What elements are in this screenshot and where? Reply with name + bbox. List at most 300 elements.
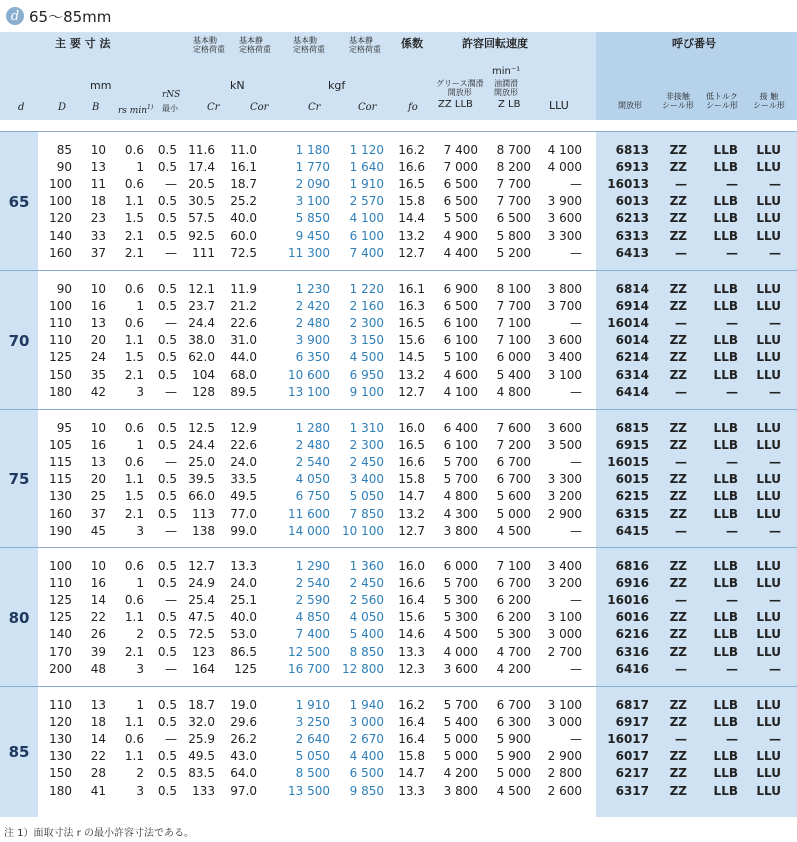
cell-B: 48 — [90, 661, 106, 676]
cell-cr-kgf: 2 590 — [295, 593, 330, 608]
cell-fo: 13.2 — [398, 367, 425, 382]
cell-cor-kgf: 8 850 — [349, 644, 384, 659]
cell-cor-kn: 60.0 — [230, 228, 257, 243]
table-row — [0, 697, 797, 714]
cell-speed-oil: 4 800 — [496, 384, 531, 399]
cell-llu-type: LLU — [756, 506, 781, 521]
unit-kgf: kgf — [328, 79, 346, 92]
cell-speed-oil: 5 800 — [496, 228, 531, 243]
cell-cor-kn: 44.0 — [230, 350, 257, 365]
cell-llb-type: LLB — [713, 472, 738, 487]
table-row — [0, 245, 797, 262]
cell-rns-min: — — [165, 316, 177, 331]
cell-speed-oil: 5 000 — [496, 506, 531, 521]
cell-cor-kgf: 6 950 — [349, 367, 384, 382]
cell-D: 150 — [49, 367, 72, 382]
cell-fo: 14.6 — [398, 627, 425, 642]
cell-rns-min: — — [165, 732, 177, 747]
cell-rns-min: 0.5 — [157, 489, 177, 504]
cell-speed-grease: 4 200 — [443, 766, 478, 781]
cell-rs-min: 1 — [136, 698, 144, 712]
cell-D: 125 — [49, 350, 72, 365]
cell-cor-kgf: 2 670 — [349, 732, 384, 747]
cell-rns-min: 0.5 — [157, 698, 177, 712]
cell-D: 120 — [49, 211, 72, 226]
non-contact-seal-header: 非接触 シール形 — [662, 92, 694, 110]
cell-cr-kgf: 13 500 — [288, 783, 330, 798]
cell-cr-kgf: 1 770 — [295, 160, 330, 175]
table-row — [0, 765, 797, 782]
cell-speed-oil: 6 300 — [496, 715, 531, 730]
sym-cr: Cr — [207, 102, 220, 113]
cell-speed-oil: 8 200 — [496, 160, 531, 175]
cell-B: 20 — [90, 333, 106, 348]
cell-B: 35 — [90, 367, 106, 382]
cell-fo: 12.7 — [398, 384, 425, 399]
cell-speed-llu: — — [570, 593, 582, 608]
cell-speed-llu: 3 900 — [547, 194, 582, 209]
cell-cor-kn: 49.5 — [230, 489, 257, 504]
cell-llb-type: — — [726, 593, 738, 608]
cell-cr-kn: 128 — [192, 384, 215, 399]
cell-bearing-number: 6014 — [615, 333, 649, 348]
cell-D: 85 — [56, 143, 72, 157]
cell-fo: 15.8 — [398, 749, 425, 764]
cell-D: 200 — [49, 661, 72, 676]
cell-bearing-number: 6817 — [615, 698, 649, 712]
cell-zz-type: — — [675, 245, 687, 260]
cell-llb-type: LLB — [713, 350, 738, 365]
cell-cor-kgf: 4 100 — [349, 211, 384, 226]
cell-cor-kn: 97.0 — [230, 783, 257, 798]
cell-rns-min: 0.5 — [157, 211, 177, 226]
cell-bearing-number: 6017 — [615, 749, 649, 764]
cell-cr-kn: 30.5 — [188, 194, 215, 209]
cell-speed-oil: 6 700 — [496, 576, 531, 591]
cell-bearing-number: 6016 — [615, 610, 649, 625]
cell-cr-kgf: 2 480 — [295, 316, 330, 331]
cell-B: 25 — [90, 489, 106, 504]
table-row — [0, 298, 797, 315]
cell-cr-kn: 18.7 — [188, 698, 215, 712]
cell-fo: 16.5 — [398, 316, 425, 331]
cell-cor-kn: 16.1 — [230, 160, 257, 175]
cell-llb-type: — — [726, 245, 738, 260]
cell-fo: 13.3 — [398, 644, 425, 659]
cell-fo: 16.6 — [398, 160, 425, 175]
cell-rns-min: 0.5 — [157, 610, 177, 625]
cell-rns-min: 0.5 — [157, 559, 177, 573]
cell-bearing-number: 6816 — [615, 559, 649, 573]
table-row — [0, 176, 797, 193]
cell-speed-oil: 5 900 — [496, 732, 531, 747]
cell-D: 180 — [49, 783, 72, 798]
cell-speed-oil: 7 100 — [496, 333, 531, 348]
cell-speed-oil: 7 700 — [496, 299, 531, 314]
cell-speed-llu: 2 600 — [547, 783, 582, 798]
cell-speed-oil: 5 000 — [496, 766, 531, 781]
cell-fo: 16.5 — [398, 177, 425, 192]
cell-bearing-number: 6316 — [615, 644, 649, 659]
cell-bearing-number: 6314 — [615, 367, 649, 382]
cell-rns-min: 0.5 — [157, 766, 177, 781]
cell-rs-min: 1.1 — [124, 333, 144, 348]
cell-cor-kgf: 3 000 — [349, 715, 384, 730]
cell-bearing-number: 6013 — [615, 194, 649, 209]
cell-rs-min: 2.1 — [124, 506, 144, 521]
cell-speed-oil: 6 000 — [496, 350, 531, 365]
cell-rns-min: — — [165, 661, 177, 676]
cell-llu-type: LLU — [756, 228, 781, 243]
cell-llu-type: LLU — [756, 350, 781, 365]
cell-zz-type: ZZ — [669, 576, 687, 591]
cell-speed-llu: — — [570, 523, 582, 538]
cell-speed-oil: 7 700 — [496, 177, 531, 192]
cell-rns-min: 0.5 — [157, 333, 177, 348]
cell-cor-kgf: 1 910 — [349, 177, 384, 192]
cell-cor-kn: 26.2 — [230, 732, 257, 747]
cell-speed-oil: 5 400 — [496, 367, 531, 382]
bore-diameter: 80 — [0, 548, 38, 687]
cell-cor-kn: 18.7 — [230, 177, 257, 192]
factor-header: 係数 — [401, 37, 423, 50]
cell-speed-llu: — — [570, 384, 582, 399]
cell-zz-type: — — [675, 177, 687, 192]
cell-D: 110 — [49, 316, 72, 331]
cell-speed-llu: 3 100 — [547, 698, 582, 712]
cell-zz-type: — — [675, 593, 687, 608]
cell-speed-oil: 7 100 — [496, 316, 531, 331]
cell-rs-min: 2.1 — [124, 228, 144, 243]
cell-speed-llu: — — [570, 316, 582, 331]
cell-llb-type: — — [726, 455, 738, 470]
cell-cor-kn: 21.2 — [230, 299, 257, 314]
cell-bearing-number: 6216 — [615, 627, 649, 642]
cell-B: 23 — [90, 211, 106, 226]
grease-sub-header: ZZ LLB — [438, 99, 473, 110]
cell-speed-llu: 4 000 — [547, 160, 582, 175]
cell-rns-min: 0.5 — [157, 644, 177, 659]
cell-speed-oil: 4 500 — [496, 783, 531, 798]
cell-cor-kn: 22.6 — [230, 438, 257, 453]
cell-llu-type: — — [769, 455, 781, 470]
cell-cor-kgf: 2 570 — [349, 194, 384, 209]
cell-llb-type: LLB — [713, 143, 738, 157]
table-row — [0, 506, 797, 523]
cell-rns-min: — — [165, 384, 177, 399]
cell-fo: 16.2 — [398, 698, 425, 712]
table-row — [0, 783, 797, 800]
cell-fo: 16.1 — [398, 282, 425, 296]
cell-llb-type: LLB — [713, 282, 738, 296]
cell-D: 190 — [49, 523, 72, 538]
cell-rs-min: 1 — [136, 438, 144, 453]
cell-cr-kn: 164 — [192, 661, 215, 676]
sym-d: d — [18, 102, 25, 113]
cell-fo: 13.2 — [398, 228, 425, 243]
cell-D: 90 — [56, 160, 72, 175]
cell-speed-oil: 7 700 — [496, 194, 531, 209]
cell-llb-type: LLB — [713, 749, 738, 764]
table-row — [0, 420, 797, 437]
cell-B: 26 — [90, 627, 106, 642]
table-row — [0, 523, 797, 540]
cell-cr-kgf: 13 100 — [288, 384, 330, 399]
cell-rs-min: 1.1 — [124, 610, 144, 625]
cell-fo: 16.0 — [398, 559, 425, 573]
cell-cor-kn: 19.0 — [230, 698, 257, 712]
cell-cr-kgf: 3 900 — [295, 333, 330, 348]
cell-cor-kgf: 2 300 — [349, 316, 384, 331]
cell-llu-type: — — [769, 384, 781, 399]
cell-speed-grease: 5 700 — [443, 576, 478, 591]
cell-rs-min: 0.6 — [124, 177, 144, 192]
cell-speed-llu: 3 000 — [547, 627, 582, 642]
cell-cor-kn: 89.5 — [230, 384, 257, 399]
table-row — [0, 626, 797, 643]
cell-D: 90 — [56, 282, 72, 296]
cell-zz-type: ZZ — [669, 299, 687, 314]
cell-cr-kgf: 5 850 — [295, 211, 330, 226]
cell-fo: 14.4 — [398, 211, 425, 226]
cell-D: 115 — [49, 472, 72, 487]
cell-speed-llu: 3 600 — [547, 421, 582, 435]
cell-speed-grease: 4 000 — [443, 644, 478, 659]
cell-llu-type: LLU — [756, 333, 781, 348]
cell-zz-type: ZZ — [669, 698, 687, 712]
cell-cr-kgf: 5 050 — [295, 749, 330, 764]
table-row — [0, 384, 797, 401]
cell-speed-llu: 2 900 — [547, 749, 582, 764]
cell-rs-min: 0.6 — [124, 593, 144, 608]
cell-cor-kgf: 3 150 — [349, 333, 384, 348]
cell-bearing-number: 6415 — [615, 523, 649, 538]
cell-speed-grease: 5 700 — [443, 472, 478, 487]
cell-B: 24 — [90, 350, 106, 365]
cell-cr-kgf: 2 540 — [295, 455, 330, 470]
cell-cr-kgf: 10 600 — [288, 367, 330, 382]
cell-bearing-number: 6917 — [615, 715, 649, 730]
cell-speed-llu: 3 200 — [547, 576, 582, 591]
cell-zz-type: ZZ — [669, 143, 687, 157]
cell-speed-grease: 5 100 — [443, 350, 478, 365]
cell-fo: 16.2 — [398, 143, 425, 157]
table-row — [0, 575, 797, 592]
cell-llu-type: — — [769, 316, 781, 331]
cell-llu-type: LLU — [756, 576, 781, 591]
cell-zz-type: ZZ — [669, 610, 687, 625]
cell-zz-type: ZZ — [669, 160, 687, 175]
bore-diameter: 65 — [0, 132, 38, 271]
cell-llb-type: LLB — [713, 438, 738, 453]
cell-cr-kn: 24.4 — [188, 438, 215, 453]
cell-speed-grease: 5 400 — [443, 715, 478, 730]
bore-group-70 — [0, 270, 797, 410]
cell-rns-min: 0.5 — [157, 143, 177, 157]
cell-cr-kn: 138 — [192, 523, 215, 538]
oil-sub-header: Z LB — [498, 99, 521, 110]
sym-fo: fo — [408, 102, 418, 113]
table-row — [0, 159, 797, 176]
cell-rns-min: 0.5 — [157, 282, 177, 296]
cell-cr-kgf: 2 540 — [295, 576, 330, 591]
cell-speed-llu: — — [570, 177, 582, 192]
table-row — [0, 558, 797, 575]
table-row — [0, 349, 797, 366]
cell-speed-llu: — — [570, 661, 582, 676]
cell-llb-type: — — [726, 384, 738, 399]
cell-llu-type: LLU — [756, 472, 781, 487]
cell-speed-grease: 6 500 — [443, 194, 478, 209]
table-row — [0, 228, 797, 245]
cell-D: 130 — [49, 489, 72, 504]
cell-fo: 15.6 — [398, 610, 425, 625]
cell-speed-oil: 8 700 — [496, 143, 531, 157]
cell-speed-grease: 7 400 — [443, 143, 478, 157]
cell-bearing-number: 6915 — [615, 438, 649, 453]
cell-cr-kn: 57.5 — [188, 211, 215, 226]
cell-speed-grease: 4 900 — [443, 228, 478, 243]
cell-rs-min: 1 — [136, 160, 144, 175]
cell-bearing-number: 16017 — [607, 732, 649, 747]
cell-B: 14 — [90, 732, 106, 747]
cell-llu-type: LLU — [756, 749, 781, 764]
cell-bearing-number: 6813 — [615, 143, 649, 157]
cell-speed-oil: 7 600 — [496, 421, 531, 435]
cell-llb-type: LLB — [713, 506, 738, 521]
cell-B: 16 — [90, 576, 106, 591]
cell-bearing-number: 16015 — [607, 455, 649, 470]
cell-B: 42 — [90, 384, 106, 399]
cell-cr-kn: 25.0 — [188, 455, 215, 470]
cell-cor-kn: 125 — [234, 661, 257, 676]
speed-header: 許容回転速度 — [462, 37, 528, 50]
cell-bearing-number: 6914 — [615, 299, 649, 314]
cell-cr-kgf: 3 250 — [295, 715, 330, 730]
cell-speed-oil: 5 300 — [496, 627, 531, 642]
cell-llu-type: LLU — [756, 489, 781, 504]
cell-D: 95 — [56, 421, 72, 435]
cell-D: 110 — [49, 576, 72, 591]
bore-group-75 — [0, 409, 797, 548]
cell-B: 13 — [90, 316, 106, 331]
cell-cor-kn: 13.3 — [230, 559, 257, 573]
cell-speed-llu: 3 300 — [547, 228, 582, 243]
cell-llu-type: LLU — [756, 559, 781, 573]
cell-cor-kn: 40.0 — [230, 610, 257, 625]
cell-rs-min: 0.6 — [124, 282, 144, 296]
cell-B: 18 — [90, 194, 106, 209]
cell-llu-type: LLU — [756, 766, 781, 781]
table-row — [0, 315, 797, 332]
table-row — [0, 714, 797, 731]
cell-cor-kgf: 2 450 — [349, 455, 384, 470]
cell-cor-kn: 77.0 — [230, 506, 257, 521]
cell-fo: 15.6 — [398, 333, 425, 348]
cell-zz-type: ZZ — [669, 421, 687, 435]
cell-speed-llu: 3 100 — [547, 367, 582, 382]
cell-bearing-number: 6213 — [615, 211, 649, 226]
cell-bearing-number: 6414 — [615, 384, 649, 399]
dyn-load-kgf-header: 基本動 定格荷重 — [293, 36, 325, 54]
cell-cor-kgf: 1 310 — [349, 421, 384, 435]
cell-rs-min: 2.1 — [124, 644, 144, 659]
cell-zz-type: — — [675, 661, 687, 676]
table-row — [0, 748, 797, 765]
cell-zz-type: ZZ — [669, 749, 687, 764]
bore-diameter: 70 — [0, 271, 38, 410]
cell-speed-grease: 6 100 — [443, 438, 478, 453]
cell-fo: 12.7 — [398, 245, 425, 260]
cell-cr-kgf: 6 350 — [295, 350, 330, 365]
cell-rs-min: 1 — [136, 576, 144, 591]
cell-speed-llu: 3 300 — [547, 472, 582, 487]
cell-cr-kn: 83.5 — [188, 766, 215, 781]
cell-rns-min: 0.5 — [157, 299, 177, 314]
cell-rns-min: 0.5 — [157, 627, 177, 642]
cell-rs-min: 1.1 — [124, 749, 144, 764]
cell-bearing-number: 6015 — [615, 472, 649, 487]
cell-cr-kn: 62.0 — [188, 350, 215, 365]
cell-cor-kgf: 2 300 — [349, 438, 384, 453]
cell-B: 14 — [90, 593, 106, 608]
cell-speed-llu: 2 900 — [547, 506, 582, 521]
cell-llb-type: LLB — [713, 559, 738, 573]
cell-bearing-number: 16013 — [607, 177, 649, 192]
cell-cr-kn: 104 — [192, 367, 215, 382]
cell-rs-min: 3 — [136, 661, 144, 676]
cell-llu-type: — — [769, 177, 781, 192]
cell-D: 130 — [49, 732, 72, 747]
cell-cr-kn: 20.5 — [188, 177, 215, 192]
cell-cor-kn: 31.0 — [230, 333, 257, 348]
cell-speed-llu: 3 600 — [547, 211, 582, 226]
cell-B: 13 — [90, 160, 106, 175]
table-row — [0, 193, 797, 210]
cell-cor-kgf: 9 100 — [349, 384, 384, 399]
cell-llb-type: LLB — [713, 698, 738, 712]
cell-B: 16 — [90, 299, 106, 314]
cell-zz-type: ZZ — [669, 715, 687, 730]
cell-speed-llu: 3 200 — [547, 489, 582, 504]
cell-bearing-number: 6413 — [615, 245, 649, 260]
cell-llu-type: LLU — [756, 715, 781, 730]
cell-D: 100 — [49, 299, 72, 314]
cell-rs-min: 1.1 — [124, 472, 144, 487]
cell-rns-min: 0.5 — [157, 421, 177, 435]
cell-bearing-number: 6313 — [615, 228, 649, 243]
cell-cr-kgf: 9 450 — [295, 228, 330, 243]
cell-rns-min: 0.5 — [157, 160, 177, 175]
footnote: 注 1）面取寸法 r の最小許容寸法である。 — [4, 828, 195, 839]
cell-cr-kn: 23.7 — [188, 299, 215, 314]
cell-speed-llu: — — [570, 245, 582, 260]
cell-cr-kn: 32.0 — [188, 715, 215, 730]
cell-cr-kgf: 1 280 — [295, 421, 330, 435]
cell-speed-grease: 6 100 — [443, 316, 478, 331]
cell-llu-type: LLU — [756, 421, 781, 435]
cell-bearing-number: 6215 — [615, 489, 649, 504]
cell-speed-llu: 3 700 — [547, 299, 582, 314]
cell-speed-oil: 7 100 — [496, 559, 531, 573]
cell-cr-kn: 39.5 — [188, 472, 215, 487]
cell-llu-type: LLU — [756, 160, 781, 175]
cell-cor-kn: 12.9 — [230, 421, 257, 435]
cell-cor-kn: 24.0 — [230, 455, 257, 470]
cell-cor-kn: 29.6 — [230, 715, 257, 730]
cell-rns-min: 0.5 — [157, 194, 177, 209]
cell-speed-grease: 4 600 — [443, 367, 478, 382]
